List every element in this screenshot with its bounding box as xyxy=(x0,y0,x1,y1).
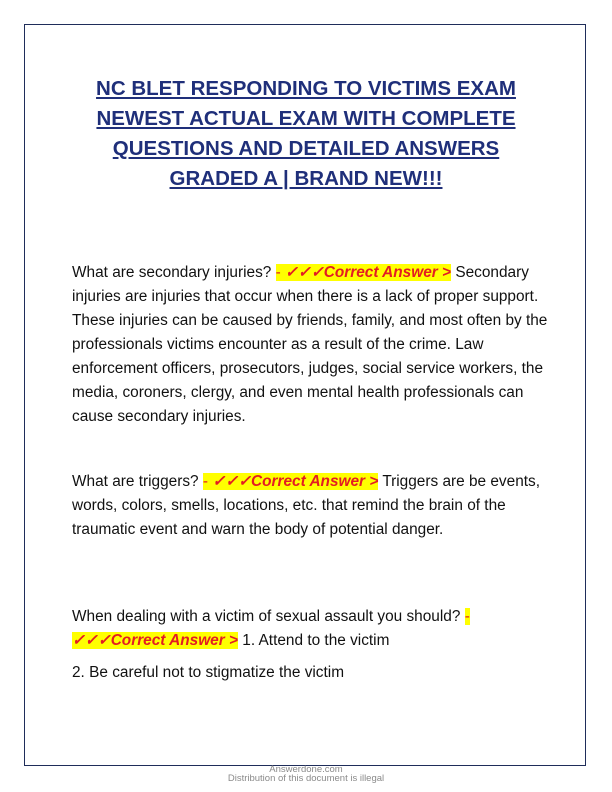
marker-dash: - xyxy=(464,608,470,625)
checkmark-icon: ✓✓✓ xyxy=(285,264,324,281)
marker-dash: - xyxy=(202,473,209,490)
footer-notice: Distribution of this document is illegal xyxy=(227,773,385,784)
marker-label: Correct Answer > xyxy=(251,473,379,490)
checkmark-icon: ✓✓✓ xyxy=(212,473,251,490)
qa-block-3 xyxy=(72,605,550,685)
answer-3: 1. Attend to the victim xyxy=(242,632,390,649)
correct-answer-marker-1 xyxy=(276,264,451,281)
title-line-2: NEWEST ACTUAL EXAM WITH COMPLETE xyxy=(96,107,516,130)
qa-block-2 xyxy=(72,470,550,542)
footer-site: Answerdone.com xyxy=(269,764,343,775)
question-3: When dealing with a victim of sexual assault you should? xyxy=(72,608,461,625)
answer-2: Triggers are be events, words, colors, smells, locations, etc. that remind the brain of the traumatic event and warn the body of potential danger. xyxy=(72,473,540,538)
title-line-1: NC BLET RESPONDING TO VICTIMS EXAM xyxy=(96,77,516,100)
question-1: What are secondary injuries? xyxy=(72,264,272,281)
correct-answer-marker-2 xyxy=(203,473,378,490)
qa-block-1 xyxy=(72,261,550,429)
document-title xyxy=(60,74,552,194)
question-2: What are triggers? xyxy=(72,473,199,490)
checkmark-icon: ✓✓✓ xyxy=(72,632,111,649)
title-line-4: GRADED A | BRAND NEW!!! xyxy=(169,167,443,190)
title-line-3: QUESTIONS AND DETAILED ANSWERS xyxy=(112,137,500,160)
marker-label: Correct Answer > xyxy=(323,264,452,281)
marker-label: Correct Answer > xyxy=(110,632,238,649)
answer-1: Secondary injuries are injuries that occur when there is a lack of proper support. These injuries can be caused by friends, family, and most often by the professionals victims encounter as a result of the crime. Law enforcement officers, prosecutors, judges, social service workers, the media, coroners, clergy, and even mental health professionals can cause secondary injuries. xyxy=(72,264,548,425)
marker-dash: - xyxy=(275,264,281,281)
answer-3-item-2: 2. Be careful not to stigmatize the victim xyxy=(72,664,345,681)
